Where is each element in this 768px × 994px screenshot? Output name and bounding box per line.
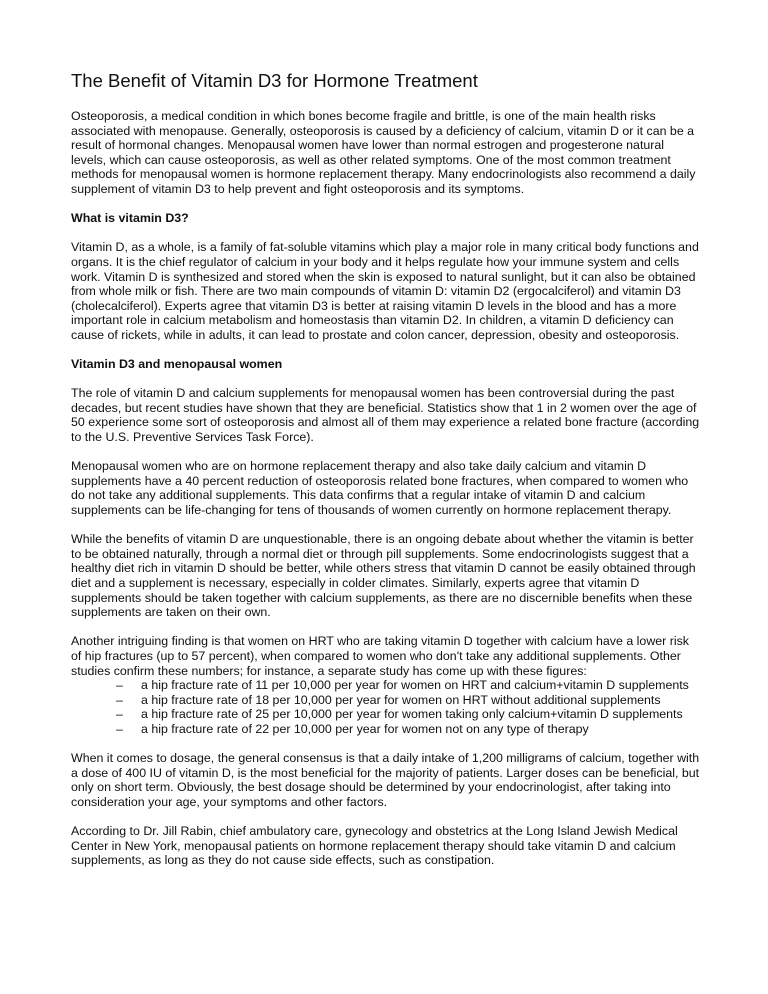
list-item <box>116 722 701 737</box>
section1-paragraph: Vitamin D, as a whole, is a family of fat-soluble vitamins which play a major role in many critical body functions and organs. It is the chief regulator of calcium in your body and it helps regulate how your immune system and cells work. Vitamin D is synthesized and stored when the skin is exposed to natural sunlight, but it can also be obtained from whole milk or fish. There are two main compounds of vitamin D: vitamin D2 (ergocalciferol) and vitamin D3 (cholecalciferol). Experts agree that vitamin D3 is better at raising vitamin D levels in the blood and has a more important role in calcium metabolism and homeostasis than vitamin D2. In children, a vitamin D deficiency can cause of rickets, while in adults, it can lead to prostate and colon cancer, depression, obesity and osteoporosis. <box>71 240 699 342</box>
dash-bullet-icon: – <box>116 678 123 693</box>
list-item-text: a hip fracture rate of 22 per 10,000 per year for women not on any type of therapy <box>141 721 589 736</box>
section2-paragraph: While the benefits of vitamin D are unquestionable, there is an ongoing debate about whether the vitamin is better to be obtained naturally, through a normal diet or through pill supplements. Some endocrinologists suggest that a healthy diet rich in vitamin D should be better, while others stress that vitamin D cannot be easily obtained through diet and a supplement is necessary, especially in colder climates. Similarly, experts agree that vitamin D supplements should be taken together with calcium supplements, as there are no discernible benefits when these supplements are taken on their own. <box>71 532 696 620</box>
list-item-text: a hip fracture rate of 25 per 10,000 per year for women taking only calcium+vitamin D supplements <box>141 707 683 722</box>
intro-paragraph: Osteoporosis, a medical condition in which bones become fragile and brittle, is one of the main health risks associated with menopause. Generally, osteoporosis is caused by a deficiency of calcium, vitamin D or it can be a result of hormonal changes. Menopausal women have lower than normal estrogen and progesterone natural levels, which can cause osteoporosis, as well as other related symptoms. One of the most common treatment methods for menopausal women is hormone replacement therapy. Many endocrinologists also recommend a daily supplement of vitamin D3 to help prevent and fight osteoporosis and its symptoms. <box>71 109 696 196</box>
section2-paragraph: The role of vitamin D and calcium supplements for menopausal women has been controversial during the past decades, but recent studies have shown that they are beneficial. Statistics show that 1 in 2 women over the age of 50 experience some sort of osteoporosis and almost all of them may experience a related bone fracture (according to the U.S. Preventive Services Task Force). <box>71 386 700 445</box>
list-item <box>116 678 701 693</box>
document-title: The Benefit of Vitamin D3 for Hormone Treatment <box>71 70 478 91</box>
document-page <box>71 70 701 882</box>
section-heading-what-is-d3: What is vitamin D3? <box>71 211 189 226</box>
hip-fracture-list <box>71 678 701 736</box>
expert-quote-paragraph: According to Dr. Jill Rabin, chief ambulatory care, gynecology and obstetrics at the Long Island Jewish Medical Center in New York, menopausal patients on hormone replacement therapy should take vitamin D and calcium supplements, as long as they do not cause side effects, such as constipation. <box>71 824 678 868</box>
dosage-paragraph: When it comes to dosage, the general consensus is that a daily intake of 1,200 milligrams of calcium, together with a dose of 400 IU of vitamin D, is the most beneficial for the majority of patients. Larger doses can be beneficial, but only on short term. Obviously, the best dosage should be determined by your endocrinologist, after taking into consideration your age, your symptoms and other factors. <box>71 751 700 809</box>
dash-bullet-icon: – <box>116 692 123 707</box>
section-heading-menopausal-women: Vitamin D3 and menopausal women <box>71 357 283 372</box>
section2-paragraph: Menopausal women who are on hormone replacement therapy and also take daily calcium and vitamin D supplements have a 40 percent reduction of osteoporosis related bone fractures, when compared to women who do not take any additional supplements. This data confirms that a regular intake of vitamin D and calcium supplements can be life-changing for tens of thousands of women currently on hormone replacement therapy. <box>71 459 689 518</box>
list-item-text: a hip fracture rate of 11 per 10,000 per year for women on HRT and calcium+vitamin D supplements <box>141 678 689 693</box>
list-item <box>116 707 701 722</box>
dash-bullet-icon: – <box>116 707 123 722</box>
list-item <box>116 693 701 708</box>
section2-paragraph: Another intriguing finding is that women on HRT who are taking vitamin D together with calcium have a lower risk of hip fractures (up to 57 percent), when compared to women who don't take any additional supplements. Other studies confirm these numbers; for instance, a separate study has come up with these figures: <box>71 634 689 678</box>
dash-bullet-icon: – <box>116 721 123 736</box>
list-item-text: a hip fracture rate of 18 per 10,000 per year for women on HRT without additional supplements <box>141 692 661 707</box>
